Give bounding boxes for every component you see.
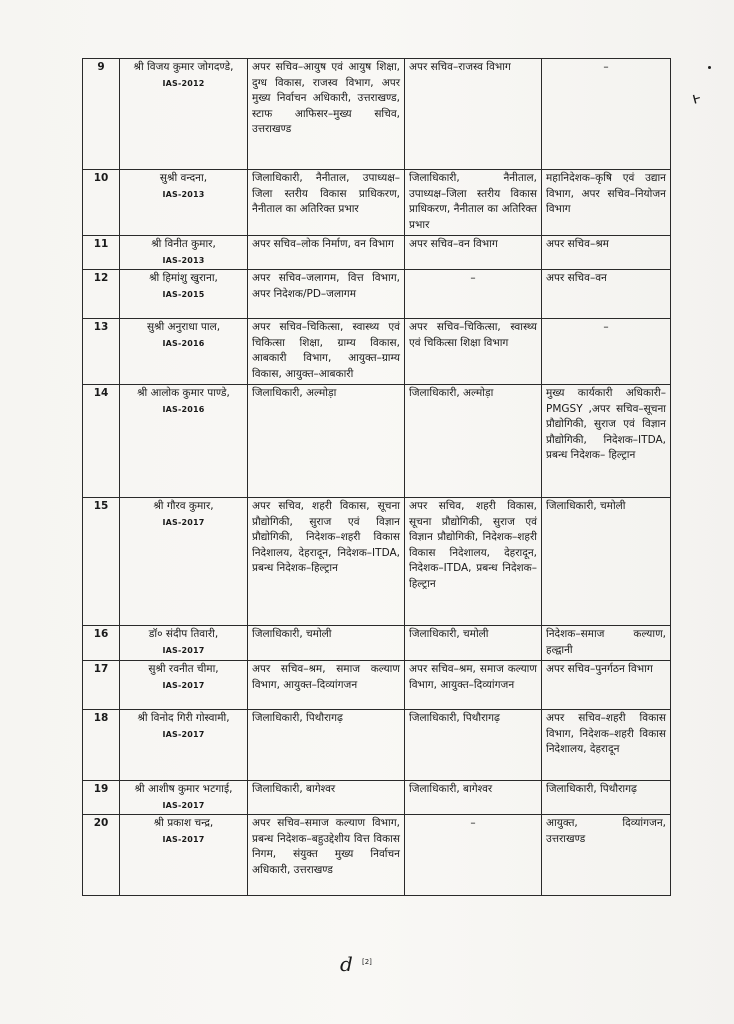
current-posting: जिलाधिकारी, अल्मोड़ा xyxy=(248,385,405,498)
table-row xyxy=(83,710,671,781)
serial-number: 11 xyxy=(83,236,120,270)
officer-cell xyxy=(120,170,248,236)
officer-batch: IAS-2012 xyxy=(162,78,205,88)
officer-name: डॉ० संदीप तिवारी, xyxy=(148,628,219,640)
officer-cell xyxy=(120,781,248,815)
officer-batch: IAS-2017 xyxy=(162,834,205,844)
retained-posting xyxy=(405,270,542,319)
current-posting: जिलाधिकारी, चमोली xyxy=(248,626,405,661)
table-row xyxy=(83,661,671,710)
current-posting: अपर सचिव–आयुष एवं आयुष शिक्षा, दुग्ध विकास, राजस्व विभाग, अपर मुख्य निर्वाचन अधिकारी, उत्तराखण्ड, स्टाफ आफिसर–मुख्य सचिव, उत्तराखण्ड xyxy=(248,59,405,170)
officer-batch: IAS-2017 xyxy=(162,800,205,810)
empty-dash: – xyxy=(470,817,476,829)
officer-cell xyxy=(120,626,248,661)
new-posting: अपर सचिव–पुनर्गठन विभाग xyxy=(542,661,671,710)
new-posting xyxy=(542,59,671,170)
new-posting: महानिदेशक–कृषि एवं उद्यान विभाग, अपर सचिव–नियोजन विभाग xyxy=(542,170,671,236)
serial-number: 20 xyxy=(83,815,120,896)
officer-batch: IAS-2013 xyxy=(162,189,205,199)
new-posting: आयुक्त, दिव्यांगजन, उत्तराखण्ड xyxy=(542,815,671,896)
serial-number: 16 xyxy=(83,626,120,661)
serial-number: 17 xyxy=(83,661,120,710)
empty-dash: – xyxy=(470,272,476,284)
officer-name: श्री विजय कुमार जोगदण्डे, xyxy=(133,61,234,73)
officer-cell xyxy=(120,815,248,896)
officer-name: श्री प्रकाश चन्द्र, xyxy=(153,817,214,829)
table-row xyxy=(83,59,671,170)
table-row xyxy=(83,236,671,270)
officer-name: श्री हिमांशु खुराना, xyxy=(149,272,218,284)
officer-batch: IAS-2017 xyxy=(162,645,205,655)
current-posting: जिलाधिकारी, बागेश्वर xyxy=(248,781,405,815)
officer-cell xyxy=(120,661,248,710)
serial-number: 9 xyxy=(83,59,120,170)
retained-posting: अपर सचिव–राजस्व विभाग xyxy=(405,59,542,170)
officer-cell xyxy=(120,498,248,626)
retained-posting: जिलाधिकारी, पिथौरागढ़ xyxy=(405,710,542,781)
serial-number: 10 xyxy=(83,170,120,236)
margin-pen-mark: ⱶ xyxy=(689,87,704,108)
new-posting: अपर सचिव–वन xyxy=(542,270,671,319)
officer-name: सुश्री रवनीत चीमा, xyxy=(148,663,219,675)
new-posting: निदेशक–समाज कल्याण, हल्द्वानी xyxy=(542,626,671,661)
new-posting: मुख्य कार्यकारी अधिकारी–PMGSY ,अपर सचिव–सूचना प्रौद्योगिकी, सुराज एवं विज्ञान प्रौद्योगिकी, निदेशक–ITDA, प्रबन्ध निदेशक– हिल्ट्रान xyxy=(542,385,671,498)
retained-posting: जिलाधिकारी, नैनीताल, उपाध्यक्ष–जिला स्तरीय विकास प्राधिकरण, नैनीताल का अतिरिक्त प्रभार xyxy=(405,170,542,236)
table-row xyxy=(83,385,671,498)
serial-number: 19 xyxy=(83,781,120,815)
officer-cell xyxy=(120,270,248,319)
officer-name: श्री विनीत कुमार, xyxy=(151,238,216,250)
retained-posting: अपर सचिव–वन विभाग xyxy=(405,236,542,270)
officer-batch: IAS-2013 xyxy=(162,255,205,265)
new-posting xyxy=(542,319,671,385)
officer-batch: IAS-2017 xyxy=(162,517,205,527)
current-posting: अपर सचिव–समाज कल्याण विभाग, प्रबन्ध निदेशक–बहुउद्देशीय वित्त विकास निगम, संयुक्त मुख्य निर्वाचन अधिकारी, उत्तराखण्ड xyxy=(248,815,405,896)
retained-posting xyxy=(405,815,542,896)
officer-name: श्री गौरव कुमार, xyxy=(153,500,214,512)
retained-posting: अपर सचिव–चिकित्सा, स्वास्थ्य एवं चिकित्सा शिक्षा विभाग xyxy=(405,319,542,385)
officer-batch: IAS-2016 xyxy=(162,338,205,348)
new-posting: जिलाधिकारी, चमोली xyxy=(542,498,671,626)
current-posting: अपर सचिव–जलागम, वित्त विभाग, अपर निदेशक/PD–जलागम xyxy=(248,270,405,319)
current-posting: अपर सचिव, शहरी विकास, सूचना प्रौद्योगिकी, सुराज एवं विज्ञान प्रौद्योगिकी, निदेशक–शहरी विकास निदेशालय, देहरादून, निदेशक–ITDA, प्रबन्ध निदेशक–हिल्ट्रान xyxy=(248,498,405,626)
current-posting: अपर सचिव–लोक निर्माण, वन विभाग xyxy=(248,236,405,270)
handwritten-initial: d xyxy=(340,952,353,976)
retained-posting: अपर सचिव–श्रम, समाज कल्याण विभाग, आयुक्त–दिव्यांगजन xyxy=(405,661,542,710)
current-posting: जिलाधिकारी, पिथौरागढ़ xyxy=(248,710,405,781)
officer-batch: IAS-2016 xyxy=(162,404,205,414)
new-posting: अपर सचिव–शहरी विकास विभाग, निदेशक–शहरी विकास निदेशालय, देहरादून xyxy=(542,710,671,781)
officer-name: श्री आलोक कुमार पाण्डे, xyxy=(137,387,230,399)
current-posting: जिलाधिकारी, नैनीताल, उपाध्यक्ष–जिला स्तरीय विकास प्राधिकरण, नैनीताल का अतिरिक्त प्रभार xyxy=(248,170,405,236)
serial-number: 18 xyxy=(83,710,120,781)
officer-transfer-table xyxy=(82,58,671,896)
serial-number: 12 xyxy=(83,270,120,319)
officer-batch: IAS-2017 xyxy=(162,680,205,690)
retained-posting: जिलाधिकारी, बागेश्वर xyxy=(405,781,542,815)
table-row xyxy=(83,270,671,319)
new-posting: अपर सचिव–श्रम xyxy=(542,236,671,270)
officer-cell xyxy=(120,59,248,170)
retained-posting: जिलाधिकारी, चमोली xyxy=(405,626,542,661)
officer-batch: IAS-2017 xyxy=(162,729,205,739)
officer-cell xyxy=(120,710,248,781)
new-posting: जिलाधिकारी, पिथौरागढ़ xyxy=(542,781,671,815)
empty-dash: – xyxy=(603,321,609,333)
officer-name: श्री आशीष कुमार भटगाई, xyxy=(134,783,233,795)
table-row xyxy=(83,498,671,626)
margin-dot-mark xyxy=(708,66,711,69)
officer-batch: IAS-2015 xyxy=(162,289,205,299)
officer-cell xyxy=(120,385,248,498)
retained-posting: अपर सचिव, शहरी विकास, सूचना प्रौद्योगिकी, सुराज एवं विज्ञान प्रौद्योगिकी, निदेशक–शहरी विकास निदेशालय, देहरादून, निदेशक–ITDA, प्रबन्ध निदेशक–हिल्ट्रान xyxy=(405,498,542,626)
officer-cell xyxy=(120,319,248,385)
officer-cell xyxy=(120,236,248,270)
table-row xyxy=(83,626,671,661)
officer-name: सुश्री अनुराधा पाल, xyxy=(146,321,221,333)
table-row xyxy=(83,319,671,385)
officer-name: श्री विनोद गिरी गोस्वामी, xyxy=(137,712,230,724)
serial-number: 13 xyxy=(83,319,120,385)
serial-number: 15 xyxy=(83,498,120,626)
table-row xyxy=(83,170,671,236)
current-posting: अपर सचिव–चिकित्सा, स्वास्थ्य एवं चिकित्सा शिक्षा, ग्राम्य विकास, आबकारी विभाग, आयुक्त–ग्राम्य विकास, आयुक्त–आबकारी xyxy=(248,319,405,385)
table-row xyxy=(83,781,671,815)
serial-number: 14 xyxy=(83,385,120,498)
page-number: [2] xyxy=(362,958,372,966)
retained-posting: जिलाधिकारी, अल्मोड़ा xyxy=(405,385,542,498)
current-posting: अपर सचिव–श्रम, समाज कल्याण विभाग, आयुक्त–दिव्यांगजन xyxy=(248,661,405,710)
empty-dash: – xyxy=(603,61,609,73)
officer-name: सुश्री वन्दना, xyxy=(159,172,208,184)
table-row xyxy=(83,815,671,896)
